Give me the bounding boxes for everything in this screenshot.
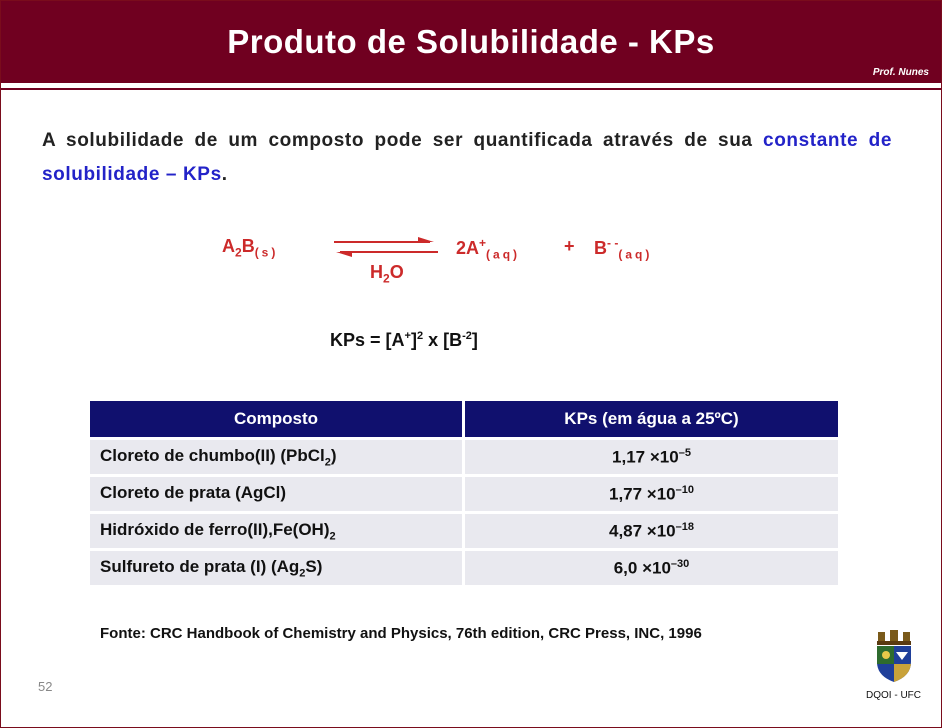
table-row [90,551,838,585]
reactant-b: B [241,236,255,256]
reactant-subscript: 2 [235,245,242,260]
solvent-subscript: 2 [383,271,390,286]
product-a-state: (aq) [486,247,521,262]
compound-name: Hidróxido de ferro(II),Fe(OH) [100,519,330,539]
table-header-row [90,401,838,437]
kps-value: 4,87 ×10 [608,521,676,541]
author-label: Prof. Nunes [872,67,929,78]
source-citation: Fonte: CRC Handbook of Chemistry and Physics, 76th edition, CRC Press, INC, 1996 [100,625,702,642]
kps-expression [330,330,478,351]
kps-sup3: -2 [462,330,472,342]
compound-cell [90,514,462,548]
kps-part1: KPs = [A [330,330,405,350]
solubility-table [90,398,838,588]
compound-subscript: 2 [324,456,331,469]
kps-exponent: –30 [670,557,690,570]
equation-product-b [594,236,652,262]
kps-part3: x [B [423,330,463,350]
title-underline [1,88,941,90]
header-compound: Composto [90,401,462,437]
equation-product-a [456,236,520,262]
product-b-state: (aq) [618,247,653,262]
title-bar [1,1,941,89]
kps-exponent: –18 [675,520,694,533]
kps-value: 1,77 ×10 [608,484,676,504]
kps-value: 1,17 ×10 [612,447,679,467]
product-a-charge: + [479,236,487,250]
reactant-a: A [222,236,235,256]
kps-part4: ] [471,330,478,350]
product-b: B [594,238,607,258]
equilibrium-arrows-icon [330,234,442,260]
product-a: 2A [456,238,480,258]
kps-sup2: 2 [416,330,424,342]
compound-cell [90,477,462,511]
compound-name: Sulfureto de prata (I) (Ag [100,556,300,576]
department-label: DQOI - UFC [866,690,921,701]
header-kps: KPs (em água a 25ºC) [465,401,838,437]
kps-exponent: –10 [675,483,694,496]
compound-cell [90,440,462,474]
page-number: 52 [38,679,53,694]
kps-exponent: –5 [678,446,691,459]
compound-name-end: ) [330,445,337,465]
solvent-o: O [389,262,404,282]
compound-cell [90,551,462,585]
intro-paragraph [42,124,892,192]
reactant-state: (s) [254,245,279,260]
kps-cell [465,477,838,511]
table-row [90,514,838,548]
kps-sup1: + [404,330,411,342]
equation-plus: + [564,236,575,256]
compound-name: Cloreto de prata (AgCl) [100,482,287,502]
equation-solvent [370,262,404,286]
intro-keyword: constante de solubilidade – KPs [42,130,892,185]
table-row [90,477,838,511]
compound-name-end: S) [305,556,323,576]
compound-subscript: 2 [299,567,306,580]
kps-part2: ] [410,330,417,350]
compound-subscript: 2 [329,530,336,543]
solvent-h: H [370,262,383,282]
kps-cell [465,440,838,474]
intro-end: . [221,164,228,185]
compound-name: Cloreto de chumbo(II) (PbCl [100,445,325,465]
ufc-crest-logo-icon [874,630,914,684]
kps-value: 6,0 ×10 [613,558,671,578]
table-row [90,440,838,474]
product-b-charge: - - [607,236,619,250]
kps-cell [465,551,838,585]
slide-title: Produto de Solubilidade - KPs [227,23,715,60]
kps-cell [465,514,838,548]
equation-reactant [222,236,278,260]
intro-text: A solubilidade de um composto pode ser quantificada através de sua [42,130,764,151]
